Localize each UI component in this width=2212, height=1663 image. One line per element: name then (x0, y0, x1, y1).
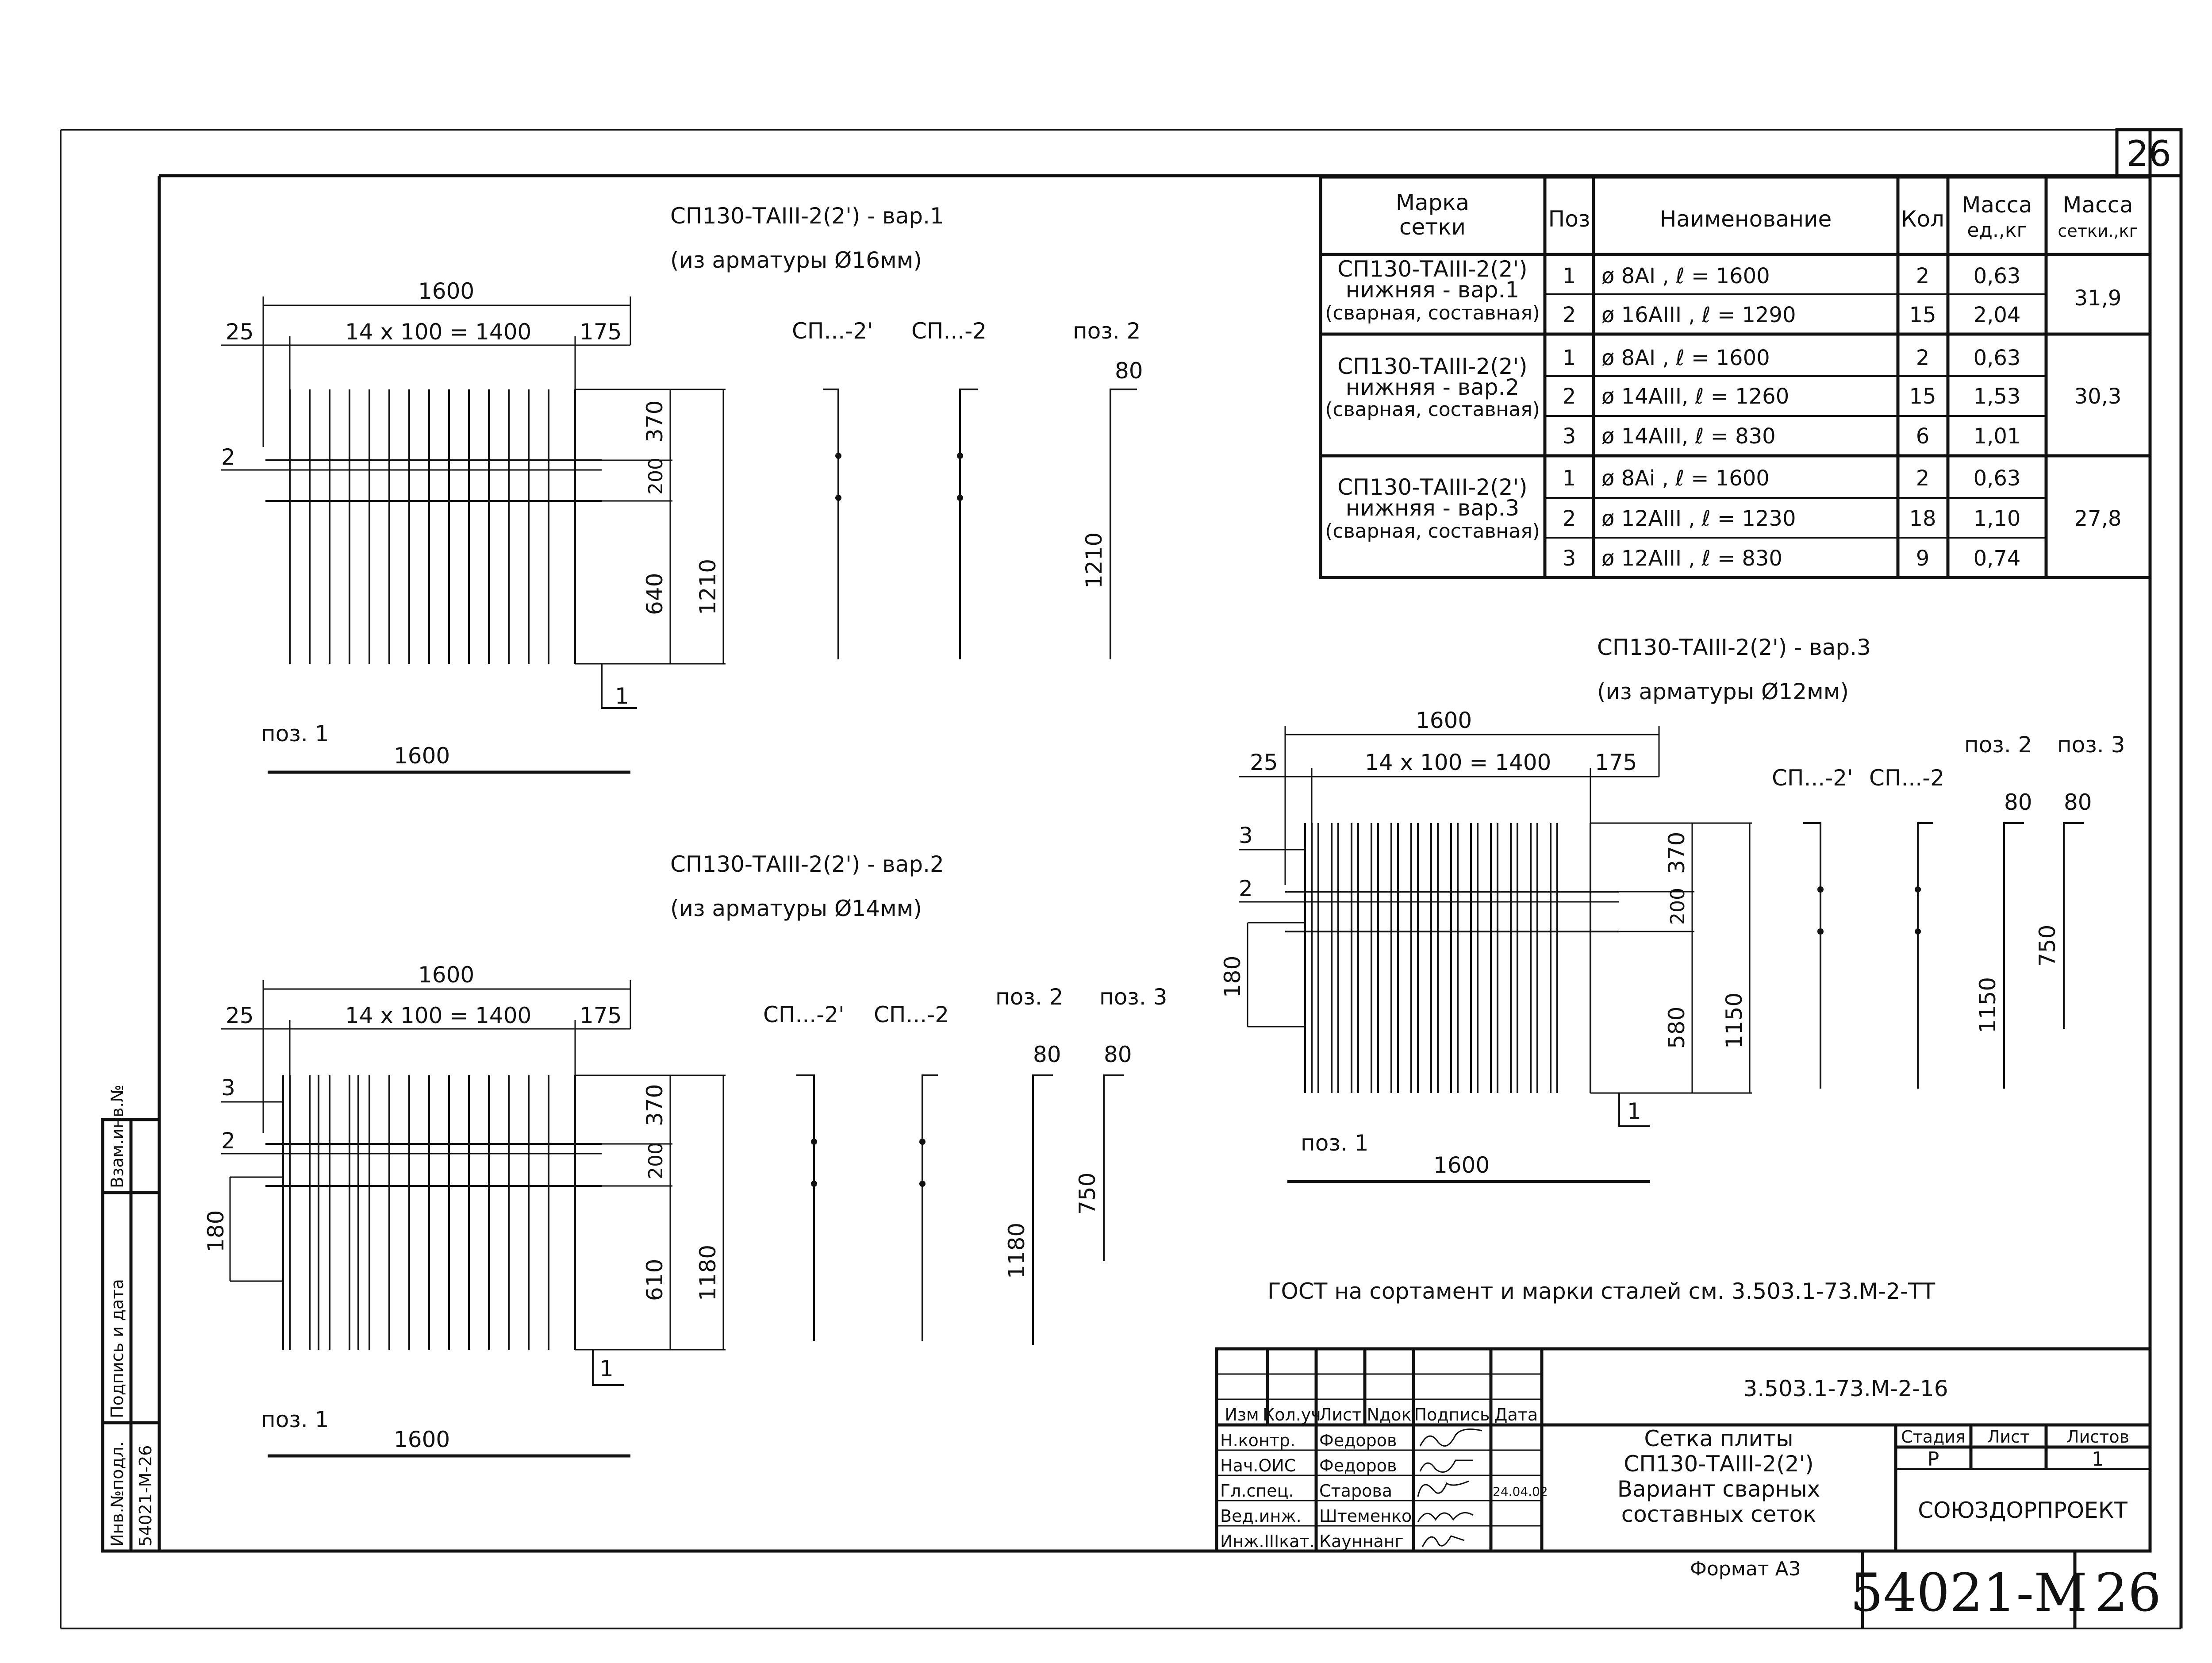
side-stamp-inv: Инв.№подл. (108, 1441, 127, 1547)
var2-label-pos1: 1 (599, 1356, 614, 1382)
spec-g1-mark-2: нижняя - вар.1 (1345, 277, 1520, 303)
gost-note: ГОСТ на сортамент и марки сталей см. 3.503.1-73.М-2-ТТ (1267, 1278, 1936, 1304)
var2-dim-v-200: 200 (645, 1142, 667, 1179)
spec-g2-r1-pos: 1 (1562, 346, 1576, 370)
var2-label-pos3: 3 (221, 1075, 235, 1101)
var2-dim-mid: 14 x 100 = 1400 (345, 1003, 532, 1028)
spec-g3-mark-2: нижняя - вар.3 (1345, 495, 1520, 521)
spec-g2-mark-3: (сварная, составная) (1325, 398, 1540, 421)
spec-g3-r1-mass: 0,63 (1973, 466, 2021, 491)
tb-sheet-label: Лист (1987, 1427, 2030, 1447)
spec-g3-r2-pos: 2 (1562, 506, 1576, 531)
side-stamp-inv-value: 54021-М-26 (136, 1445, 155, 1547)
tb-name-2: Федоров (1319, 1456, 1397, 1475)
tb-doc-number: 3.503.1-73.М-2-16 (1743, 1376, 1948, 1401)
spec-header-pos: Поз (1548, 206, 1590, 232)
spec-header-mark-1: Марка (1395, 190, 1470, 216)
tb-title-3: Вариант сварных (1617, 1476, 1820, 1502)
var3-poz1-len: 1600 (1433, 1152, 1490, 1178)
spec-g3-r2-qty: 18 (1909, 506, 1936, 531)
spec-g3-total: 27,8 (2074, 506, 2122, 531)
side-stamp-vzam: Взам.инв.№ (108, 1085, 127, 1188)
var3-poz2-top: 80 (2004, 789, 2032, 815)
tb-role-3: Гл.спец. (1220, 1481, 1294, 1501)
var2-dim-180: 180 (203, 1210, 229, 1252)
spec-g2-r3-qty: 6 (1916, 424, 1930, 449)
var2-poz2: поз. 2 (995, 984, 1064, 1010)
var1-dim-right: 175 (580, 319, 622, 345)
spec-header-name: Наименование (1659, 206, 1832, 232)
spec-g3-mark-1: СП130-ТАIII-2(2') (1337, 474, 1528, 500)
tb-role-1: Н.контр. (1220, 1431, 1296, 1450)
var2-mesh (265, 1075, 602, 1350)
var2-poz3-top: 80 (1104, 1042, 1132, 1067)
spec-g1-mark-1: СП130-ТАIII-2(2') (1337, 256, 1528, 282)
tb-col-podpis: Подпись (1414, 1405, 1490, 1424)
doc-code: 54021-М (1850, 1562, 2088, 1623)
spec-g3-mark-3: (сварная, составная) (1325, 520, 1540, 543)
spec-g1-r2-qty: 15 (1909, 303, 1936, 327)
doc-code-strip (1690, 1551, 2161, 1628)
tb-stage-label: Стадия (1901, 1427, 1966, 1447)
tb-name-5: Кауннанг (1319, 1532, 1404, 1551)
var1-poz2-top: 80 (1115, 358, 1143, 384)
spec-g2-mark-2: нижняя - вар.2 (1345, 374, 1520, 400)
var2-poz2-top: 80 (1033, 1042, 1061, 1067)
var2-dim-right: 175 (580, 1003, 622, 1028)
tb-col-list: Лист (1319, 1405, 1362, 1424)
signatures (1418, 1429, 1482, 1547)
var3-dim-total: 1600 (1416, 708, 1472, 733)
spec-g3-r3-pos: 3 (1562, 546, 1576, 571)
spec-g2-r3-mass: 1,01 (1973, 424, 2021, 449)
spec-g1-mark-3: (сварная, составная) (1325, 302, 1540, 324)
tb-name-1: Федоров (1319, 1431, 1397, 1450)
tb-stage: Р (1927, 1448, 1939, 1471)
var2-poz3: поз. 3 (1099, 984, 1167, 1010)
tb-title-1: Сетка плиты (1644, 1426, 1793, 1451)
tb-date-3: 24.04.02 (1493, 1484, 1548, 1499)
var3-sp2: СП...-2 (1869, 765, 1945, 791)
var3-subtitle: (из арматуры Ø12мм) (1597, 679, 1849, 704)
var1-sp2: СП...-2 (911, 318, 987, 344)
var2-sp2: СП...-2 (874, 1002, 949, 1028)
variant-3 (1220, 635, 2125, 1182)
spec-g2-r2-mass: 1,53 (1973, 384, 2021, 409)
tb-col-ndok: Nдок (1367, 1405, 1412, 1424)
var2-poz3-len: 750 (1075, 1172, 1100, 1215)
spec-table (1321, 177, 2150, 577)
var1-mesh (265, 389, 602, 664)
var3-label-pos1: 1 (1627, 1098, 1641, 1124)
spec-header-mark-2: сетки (1399, 214, 1466, 240)
spec-header-mass-unit-1: Масса (1962, 192, 2032, 218)
var2-label-pos2: 2 (221, 1128, 235, 1154)
var1-poz2-len: 1210 (1081, 532, 1107, 589)
tb-col-data: Дата (1494, 1405, 1538, 1424)
var1-dim-v-370: 370 (642, 400, 668, 443)
var1-title: СП130-ТАIII-2(2') - вар.1 (670, 203, 944, 229)
spec-header-mass-total-2: сетки.,кг (2058, 221, 2138, 241)
title-block (1217, 1349, 2150, 1551)
var3-dim-right: 175 (1595, 750, 1637, 775)
spec-g3-r1-qty: 2 (1916, 466, 1930, 491)
format-label: Формат А3 (1690, 1558, 1801, 1580)
variant-2 (203, 851, 1167, 1456)
spec-g2-r3-name: ø 14AIII, ℓ = 830 (1601, 424, 1776, 449)
spec-g3-r3-qty: 9 (1916, 546, 1930, 571)
spec-g1-r1-name: ø 8AI , ℓ = 1600 (1601, 264, 1770, 289)
tb-title-2: СП130-ТАIII-2(2') (1624, 1451, 1814, 1477)
tb-col-izm: Изм (1225, 1405, 1259, 1424)
var2-dim-v-370: 370 (642, 1084, 668, 1126)
var1-dim-v-1210: 1210 (695, 558, 721, 615)
var1-dim-total: 1600 (418, 278, 475, 304)
var1-subtitle: (из арматуры Ø16мм) (670, 247, 922, 273)
var3-dim-v-370: 370 (1664, 832, 1690, 874)
var2-poz1: поз. 1 (261, 1407, 329, 1432)
tb-org: СОЮЗДОРПРОЕКТ (1918, 1497, 2128, 1523)
variant-1 (221, 203, 1143, 772)
var2-dim-total: 1600 (418, 962, 475, 988)
var3-dim-180: 180 (1220, 955, 1245, 998)
spec-g1-r1-pos: 1 (1562, 264, 1576, 289)
var3-dim-mid: 14 x 100 = 1400 (1365, 750, 1551, 775)
spec-g1-r2-mass: 2,04 (1973, 303, 2021, 327)
var1-poz1-len: 1600 (394, 743, 450, 769)
var1-dim-left: 25 (226, 319, 254, 345)
var1-sp2p: СП...-2' (792, 318, 873, 344)
spec-g1-total: 31,9 (2074, 286, 2122, 311)
var3-dim-left: 25 (1250, 750, 1278, 775)
var2-sp2p: СП...-2' (763, 1002, 845, 1028)
spec-g2-r1-qty: 2 (1916, 346, 1930, 370)
var3-dim-v-200: 200 (1667, 888, 1689, 925)
tb-role-5: Инж.IIIкат. (1220, 1532, 1315, 1551)
tb-name-4: Штеменко (1319, 1506, 1412, 1526)
var3-poz3-len: 750 (2035, 924, 2060, 967)
var3-poz2-len: 1150 (1975, 977, 2001, 1033)
sheet-number: 26 (2126, 133, 2171, 174)
spec-g2-r1-mass: 0,63 (1973, 346, 2021, 370)
var1-dim-v-200: 200 (645, 458, 667, 495)
spec-g2-r2-qty: 15 (1909, 384, 1936, 409)
spec-g2-total: 30,3 (2074, 384, 2122, 409)
spec-g2-r2-pos: 2 (1562, 384, 1576, 409)
spec-header-qty: Кол (1901, 206, 1945, 232)
tb-col-koluch: Кол.уч (1263, 1405, 1321, 1424)
spec-header-mass-unit-2: ед.,кг (1967, 219, 2027, 242)
tb-role-2: Нач.ОИС (1220, 1456, 1296, 1475)
spec-g2-r2-name: ø 14AIII, ℓ = 1260 (1601, 384, 1790, 409)
spec-g3-r2-name: ø 12AIII , ℓ = 1230 (1601, 506, 1796, 531)
spec-g2-r3-pos: 3 (1562, 424, 1576, 449)
var3-title: СП130-ТАIII-2(2') - вар.3 (1597, 635, 1871, 660)
var3-poz2: поз. 2 (1964, 732, 2032, 758)
var2-dim-v-1180: 1180 (695, 1244, 721, 1301)
var2-dim-v-610: 610 (642, 1259, 668, 1301)
spec-g3-r2-mass: 1,10 (1973, 506, 2021, 531)
var1-dim-mid: 14 x 100 = 1400 (345, 319, 532, 345)
var2-poz2-len: 1180 (1004, 1222, 1029, 1279)
spec-g3-r1-name: ø 8Ai , ℓ = 1600 (1601, 466, 1770, 491)
spec-g2-r1-name: ø 8AI , ℓ = 1600 (1601, 346, 1770, 370)
spec-g1-r1-qty: 2 (1916, 264, 1930, 289)
var3-label-pos3: 3 (1239, 823, 1253, 848)
var3-label-pos2: 2 (1239, 876, 1253, 901)
spec-g3-r3-mass: 0,74 (1973, 546, 2021, 571)
spec-g1-r2-pos: 2 (1562, 303, 1576, 327)
var1-label-pos2: 2 (221, 444, 235, 470)
spec-g3-r1-pos: 1 (1562, 466, 1576, 491)
var1-dim-v-640: 640 (642, 573, 668, 615)
tb-title-4: составных сеток (1621, 1501, 1816, 1527)
var1-label-pos1: 1 (615, 683, 629, 709)
sheet-frame (61, 130, 2181, 1628)
spec-g1-r1-mass: 0,63 (1973, 264, 2021, 289)
var2-subtitle: (из арматуры Ø14мм) (670, 896, 922, 921)
side-stamp (103, 1085, 159, 1551)
var1-poz1: поз. 1 (261, 721, 329, 747)
spec-g3-r3-name: ø 12AIII , ℓ = 830 (1601, 546, 1782, 571)
var3-mesh (1285, 823, 1619, 1093)
var2-poz1-len: 1600 (394, 1427, 450, 1452)
var3-poz1: поз. 1 (1301, 1130, 1369, 1156)
spec-g1-r2-name: ø 16AIII , ℓ = 1290 (1601, 303, 1796, 327)
var3-sp2p: СП...-2' (1772, 765, 1853, 791)
var3-poz3-top: 80 (2064, 789, 2092, 815)
var3-poz3: поз. 3 (2057, 732, 2125, 758)
var3-dim-v-1150: 1150 (1721, 992, 1747, 1049)
var3-dim-v-580: 580 (1664, 1006, 1690, 1049)
spec-header-mass-total-1: Масса (2062, 192, 2133, 218)
sheet-number-bottom: 26 (2094, 1562, 2162, 1623)
var1-poz2: поз. 2 (1073, 318, 1141, 344)
tb-sheets: 1 (2092, 1448, 2104, 1471)
spec-g2-mark-1: СП130-ТАIII-2(2') (1337, 354, 1528, 379)
var2-dim-left: 25 (226, 1003, 254, 1028)
tb-role-4: Вед.инж. (1220, 1506, 1302, 1526)
tb-name-3: Старова (1319, 1481, 1393, 1501)
var2-title: СП130-ТАIII-2(2') - вар.2 (670, 851, 944, 877)
side-stamp-podpis: Подпись и дата (108, 1279, 127, 1418)
tb-sheets-label: Листов (2066, 1427, 2129, 1447)
